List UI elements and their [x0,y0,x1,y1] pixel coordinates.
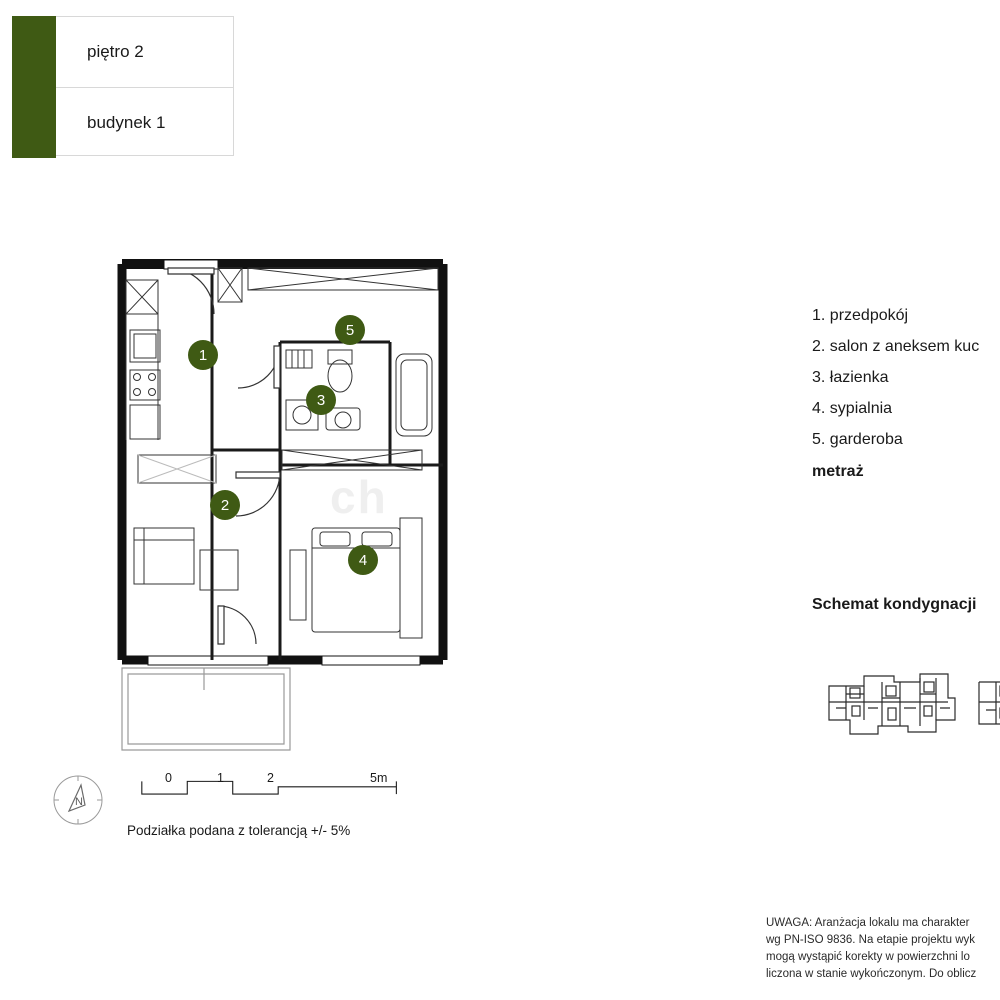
scale-bar [45,765,465,845]
legend-item: 3. łazienka [812,369,889,386]
legend-item: 4. sypialnia [812,400,893,417]
badge-accent-block [12,16,56,87]
scale-tick-label-0: 0 [165,771,172,785]
disclaimer-line: wg PN-ISO 9836. Na etapie projektu wyk [766,934,976,946]
scale-max-label: 5m [370,771,388,785]
floor-schema-thumbnails [824,668,1000,740]
svg-text:N: N [75,796,83,808]
badge-accent-block [12,87,56,158]
floor-plan [100,250,460,760]
floor-label: piętro 2 [87,42,144,61]
scale-ticks-graphic [125,765,455,805]
badge-row-building [13,87,233,157]
scale-tick-label-1: 1 [217,771,224,785]
project-badge [12,16,234,156]
legend-item: 1. przedpokój [812,307,909,324]
room-legend [812,300,1000,487]
floor-schema-thumb-icon [824,668,960,740]
legend-item: 2. salon z aneksem kuc [812,338,980,355]
disclaimer-line: liczona w stanie wykończonym. Do oblicz [766,968,977,980]
floor-plan-drawing [100,250,460,760]
badge-row-floor [13,17,233,87]
floor-schema-thumb-icon [974,668,1000,740]
scale-tick-label-2: 2 [267,771,274,785]
room-marker-4[interactable]: 4 [348,545,378,575]
building-label: budynek 1 [87,112,166,132]
legend-item: 5. garderoba [812,431,903,448]
floor-schema-title: Schemat kondygnacji [812,596,977,613]
disclaimer-note [766,915,1000,983]
room-marker-1[interactable]: 1 [188,340,218,370]
compass-icon [45,767,111,833]
room-marker-2[interactable]: 2 [210,490,240,520]
disclaimer-line: mogą wystąpić korekty w powierzchni lo [766,951,970,963]
watermark-text: ch [330,471,388,523]
room-marker-5[interactable]: 5 [335,315,365,345]
scale-tolerance-note: Podziałka podana z tolerancją +/- 5% [127,823,351,838]
area-label: metraż [812,463,864,480]
room-marker-3[interactable]: 3 [306,385,336,415]
disclaimer-line: UWAGA: Aranżacja lokalu ma charakter [766,917,970,929]
